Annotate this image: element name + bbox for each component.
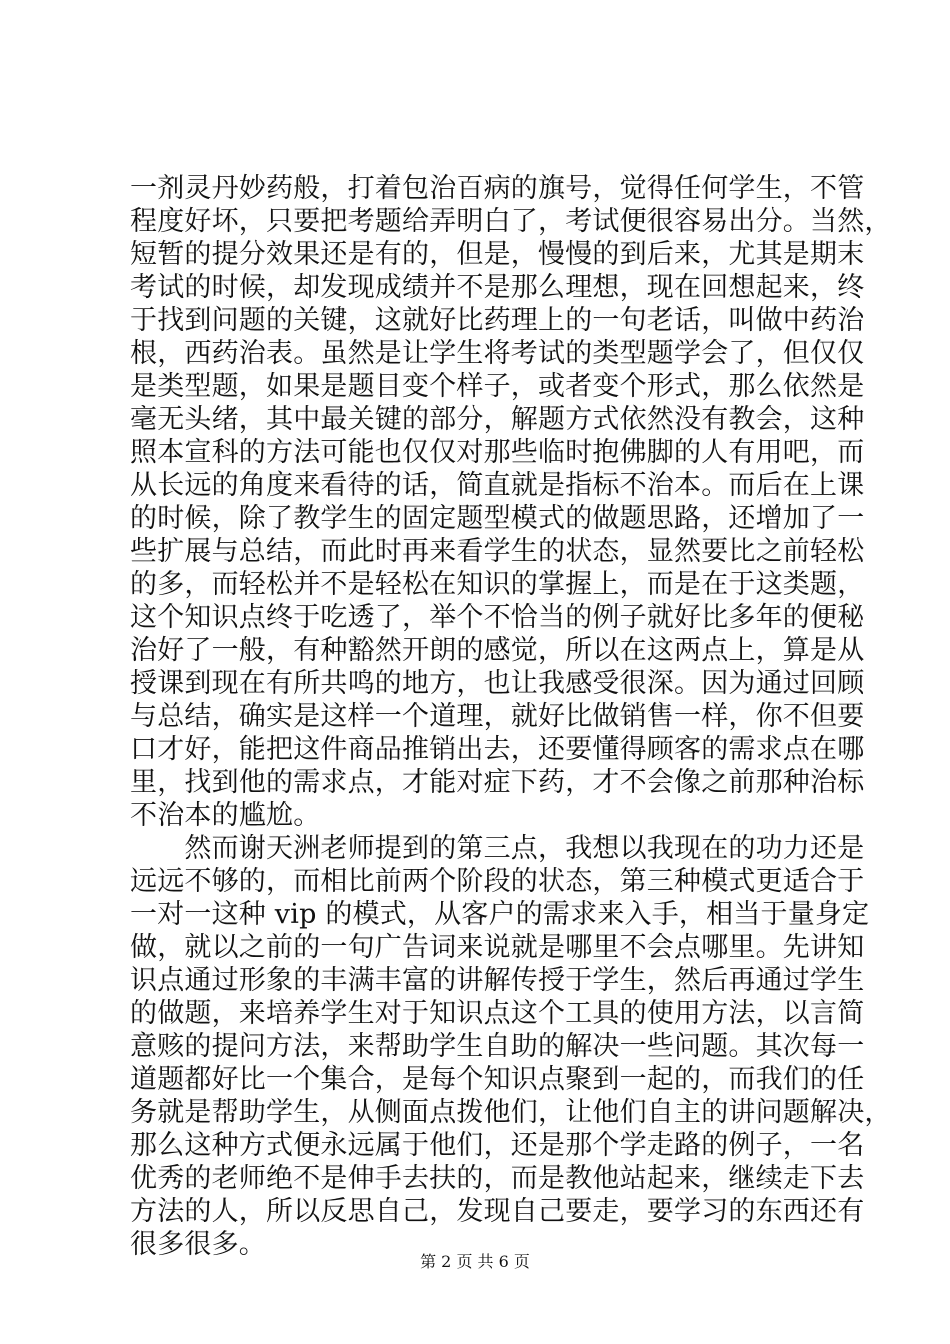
text-line: 里，找到他的需求点，才能对症下药，才不会像之前那种治标	[130, 767, 865, 798]
text-line: 方法的人，所以反思自己，发现自己要走，要学习的东西还有	[130, 1196, 865, 1227]
text-line: 优秀的老师绝不是伸手去扶的，而是教他站起来，继续走下去	[130, 1163, 865, 1194]
text-line: 些扩展与总结，而此时再来看学生的状态，显然要比之前轻松	[130, 536, 865, 567]
text-line: 程度好坏，只要把考题给弄明白了，考试便很容易出分。当然，	[130, 206, 892, 237]
text-line: 不治本的尴尬。	[130, 800, 321, 831]
text-line: 的做题，来培养学生对于知识点这个工具的使用方法，以言简	[130, 998, 865, 1029]
text-line: 远远不够的，而相比前两个阶段的状态，第三种模式更适合于	[130, 866, 865, 897]
text-line: 做，就以之前的一句广告词来说就是哪里不会点哪里。先讲知	[130, 932, 865, 963]
text-line: 一对一这种 vip 的模式，从客户的需求来入手，相当于量身定	[130, 899, 870, 930]
text-line: 务就是帮助学生，从侧面点拨他们，让他们自主的讲问题解决，	[130, 1097, 892, 1128]
text-line: 治好了一般，有种豁然开朗的感觉，所以在这两点上，算是从	[130, 635, 865, 666]
text-line: 于找到问题的关键，这就好比药理上的一句老话，叫做中药治	[130, 305, 865, 336]
text-line: 道题都好比一个集合，是每个知识点聚到一起的，而我们的任	[130, 1064, 865, 1095]
text-line: 授课到现在有所共鸣的地方，也让我感受很深。因为通过回顾	[130, 668, 865, 699]
text-line: 的多，而轻松并不是轻松在知识的掌握上，而是在于这类题，	[130, 569, 865, 600]
text-line: 很多很多。	[130, 1229, 266, 1260]
text-line: 口才好，能把这件商品推销出去，还要懂得顾客的需求点在哪	[130, 734, 865, 765]
text-line: 短暂的提分效果还是有的，但是，慢慢的到后来，尤其是期末	[130, 239, 865, 270]
text-line: 那么这种方式便永远属于他们，还是那个学走路的例子，一名	[130, 1130, 865, 1161]
text-line: 然而谢天洲老师提到的第三点，我想以我现在的功力还是	[130, 833, 865, 864]
text-line: 这个知识点终于吃透了，举个不恰当的例子就好比多年的便秘	[130, 602, 865, 633]
text-line: 识点通过形象的丰满丰富的讲解传授于学生，然后再通过学生	[130, 965, 865, 996]
text-line: 意赅的提问方法，来帮助学生自助的解决一些问题。其次每一	[130, 1031, 865, 1062]
text-line: 是类型题，如果是题目变个样子，或者变个形式，那么依然是	[130, 371, 865, 402]
text-line: 毫无头绪，其中最关键的部分，解题方式依然没有教会，这种	[130, 404, 865, 435]
text-line: 从长远的角度来看待的话，简直就是指标不治本。而后在上课	[130, 470, 865, 501]
page-number-footer: 第 2 页 共 6 页	[420, 1252, 530, 1271]
text-line: 考试的时候，却发现成绩并不是那么理想，现在回想起来，终	[130, 272, 865, 303]
text-line: 根，西药治表。虽然是让学生将考试的类型题学会了，但仅仅	[130, 338, 865, 369]
text-line: 与总结，确实是这样一个道理，就好比做销售一样，你不但要	[130, 701, 865, 732]
text-line: 一剂灵丹妙药般，打着包治百病的旗号，觉得任何学生，不管	[130, 173, 865, 204]
text-line: 照本宣科的方法可能也仅仅对那些临时抱佛脚的人有用吧，而	[130, 437, 865, 468]
text-line: 的时候，除了教学生的固定题型模式的做题思路，还增加了一	[130, 503, 865, 534]
